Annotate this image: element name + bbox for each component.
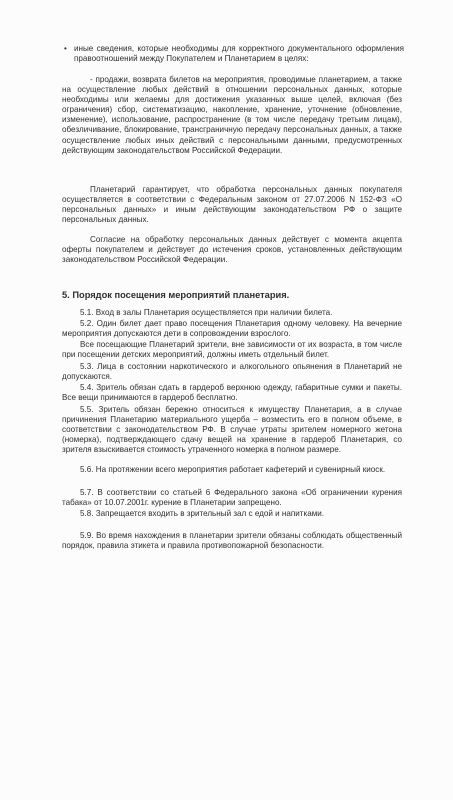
bullet-text: иные сведения, которые необходимы для корректного документального оформления правоотношений между Покупателем и Планетарием в целях: xyxy=(74,44,404,64)
bullet-symbol: • xyxy=(64,44,67,53)
section-heading: 5. Порядок посещения мероприятий планетария. xyxy=(62,290,290,300)
section-item: 5.6. На протяжении всего мероприятия работает кафетерий и сувенирный киоск. xyxy=(80,465,386,474)
section-item: 5.2. Один билет дает право посещения Планетария одному человеку. На вечерние мероприятия допускаются дети в сопровождении взрослого. xyxy=(62,319,402,339)
section-item: 5.1. Вход в залы Планетария осуществляется при наличии билета. xyxy=(80,308,333,317)
guarantee-paragraph: Планетарий гарантирует, что обработка персональных данных покупателя осуществляется в соответствии с Федеральным законом от 27.07.2006 N 152-ФЗ «О персональных данных» и иным действующим законодательством РФ о защите персональных данных. xyxy=(62,185,402,225)
section-item: 5.5. Зритель обязан бережно относиться к имуществу Планетария, а в случае причинения Планетарию материального ущерба – возместить его в полном объеме, в соответствии с законодательством РФ. В случае утраты зрителем номерного жетона (номерка), подтверждающего сдачу вещей на хранение в гардероб Планетария, со зрителя взыскивается стоимость утраченного номерка в полном размере. xyxy=(62,405,402,455)
section-item: Все посещающие Планетарий зрители, вне зависимости от их возраста, в том числе при посещении детских мероприятий, должны иметь отдельный билет. xyxy=(62,340,402,360)
section-item: 5.4. Зритель обязан сдать в гардероб верхнюю одежду, габаритные сумки и пакеты. Все вещи принимаются в гардероб бесплатно. xyxy=(62,383,402,403)
bullet-item xyxy=(64,44,404,64)
section-item: 5.7. В соответствии со статьей 6 Федерального закона «Об ограничении курения табака» от 10.07.2001г. курение в Планетарии запрещено. xyxy=(62,488,402,508)
section-item: 5.3. Лица в состоянии наркотического и алкогольного опьянения в Планетарий не допускаются. xyxy=(62,362,402,382)
section-item: 5.8. Запрещается входить в зрительный зал с едой и напитками. xyxy=(80,509,325,518)
consent-paragraph: Согласие на обработку персональных данных действует с момента акцепта оферты покупателем и действует до истечения сроков, установленных действующим законодательством Российской Федерации. xyxy=(62,235,402,265)
purpose-paragraph: - продажи, возврата билетов на мероприятия, проводимые планетарием, а также на осуществление любых действий в отношении персональных данных, которые необходимы или желаемы для достижения указанных выше целей, включая (без ограничения) сбор, систематизацию, накопление, хранение, уточнение (обновление, изменение), использование, распространение (в том числе передачу третьим лицам), обезличивание, блокирование, трансграничную передачу персональных данных, а также осуществление любых иных действий с персональными данными, предусмотренных действующим законодательством Российской Федерации. xyxy=(62,75,402,155)
section-item: 5.9. Во время нахождения в планетарии зрители обязаны соблюдать общественный порядок, правила этикета и правила противопожарной безопасности. xyxy=(62,531,402,551)
